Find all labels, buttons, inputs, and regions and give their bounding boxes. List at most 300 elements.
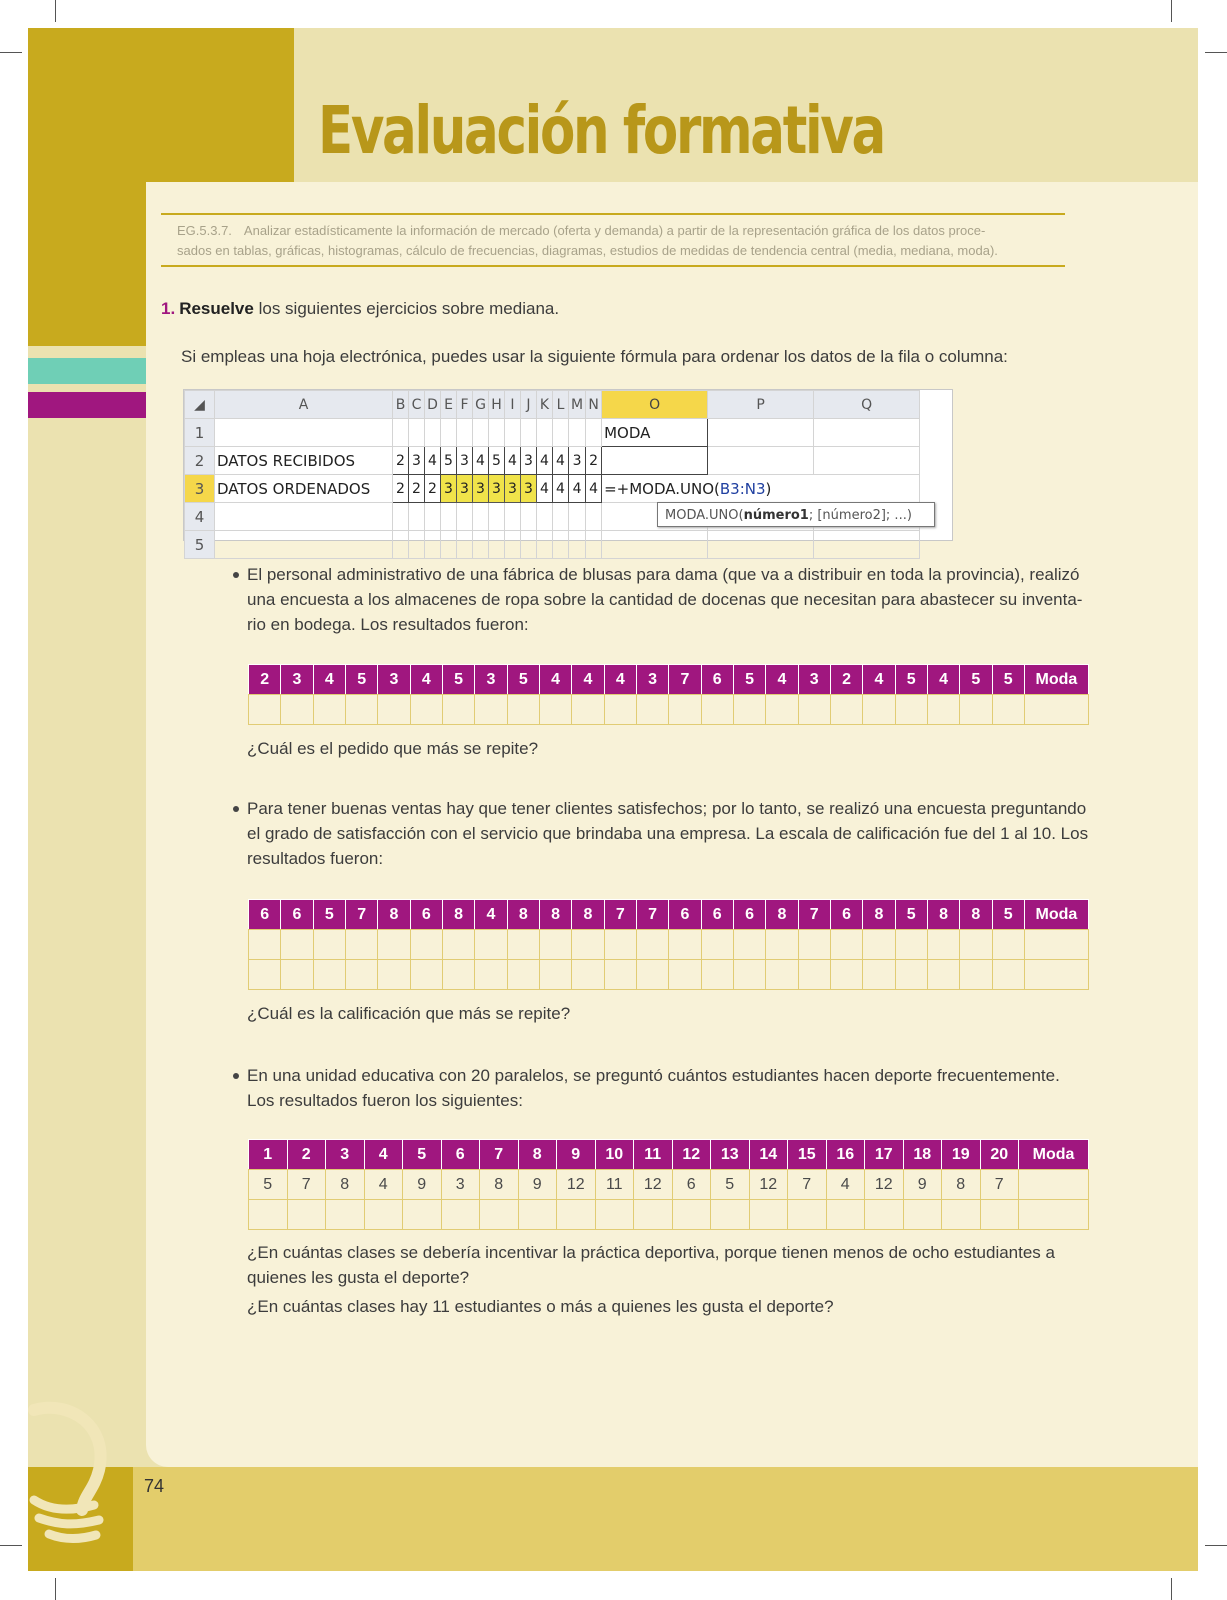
answer-cell bbox=[733, 695, 765, 725]
header-cell: 5 bbox=[992, 900, 1024, 930]
cell bbox=[537, 531, 553, 559]
bullet3-question2: ¿En cuántas clases hay 11 estudiantes o más a quienes les gusta el deporte? bbox=[247, 1297, 834, 1316]
header-cell: 6 bbox=[281, 900, 313, 930]
page-title: Evaluación formativa bbox=[318, 92, 884, 169]
spreadsheet-grid bbox=[184, 390, 920, 559]
answer-cell bbox=[863, 930, 895, 960]
header-cell: 20 bbox=[980, 1140, 1019, 1170]
header-cell: 6 bbox=[701, 900, 733, 930]
answer-cell bbox=[539, 930, 571, 960]
answer-cell bbox=[903, 1200, 942, 1230]
cell bbox=[586, 503, 602, 531]
cell bbox=[393, 419, 409, 447]
header-cell: 7 bbox=[798, 900, 830, 930]
moda-cell bbox=[1019, 1170, 1089, 1200]
column-header: M bbox=[569, 391, 586, 419]
data-cell: 5 bbox=[441, 447, 457, 475]
answer-cell bbox=[595, 1200, 634, 1230]
data-cell: 3 bbox=[441, 475, 457, 503]
answer-cell bbox=[701, 695, 733, 725]
header-cell: 6 bbox=[701, 665, 733, 695]
answer-cell bbox=[539, 960, 571, 990]
header-cell: 8 bbox=[927, 900, 959, 930]
data-cell: 4 bbox=[553, 475, 569, 503]
exercise-number: 1. bbox=[161, 299, 176, 318]
header-cell: 16 bbox=[826, 1140, 865, 1170]
answer-cell bbox=[410, 930, 442, 960]
cell bbox=[505, 419, 521, 447]
answer-cell bbox=[249, 1200, 288, 1230]
column-header: G bbox=[473, 391, 489, 419]
header-cell: 7 bbox=[669, 665, 701, 695]
header-cell: 7 bbox=[604, 900, 636, 930]
row-label: DATOS RECIBIDOS bbox=[215, 447, 393, 475]
exercise-rest: los siguientes ejercicios sobre mediana. bbox=[253, 299, 560, 318]
header-cell: 7 bbox=[636, 900, 668, 930]
bullet-dot bbox=[233, 806, 239, 812]
objective-code: EG.5.3.7. bbox=[177, 223, 232, 238]
header-cell: 3 bbox=[378, 665, 410, 695]
column-header: F bbox=[457, 391, 473, 419]
moda-header: Moda bbox=[1024, 900, 1088, 930]
orders-table bbox=[248, 664, 1089, 725]
answer-cell bbox=[345, 695, 377, 725]
answer-cell bbox=[927, 930, 959, 960]
cell bbox=[505, 503, 521, 531]
header-cell: 7 bbox=[345, 900, 377, 930]
header-cell: 5 bbox=[733, 665, 765, 695]
answer-cell bbox=[364, 1200, 403, 1230]
bullet-dot bbox=[233, 1073, 239, 1079]
answer-cell bbox=[992, 695, 1024, 725]
cell bbox=[814, 419, 920, 447]
answer-cell bbox=[927, 695, 959, 725]
data-cell: 3 bbox=[409, 447, 425, 475]
header-cell: 2 bbox=[830, 665, 862, 695]
answer-cell bbox=[798, 960, 830, 990]
cell bbox=[215, 503, 393, 531]
formula-cell bbox=[602, 475, 920, 503]
crop-mark bbox=[0, 52, 22, 53]
data-cell: 8 bbox=[326, 1170, 365, 1200]
cell bbox=[553, 419, 569, 447]
column-header: P bbox=[708, 391, 814, 419]
data-cell: 4 bbox=[425, 447, 441, 475]
tooltip-rest: ; [número2]; ...) bbox=[808, 508, 912, 523]
data-cell: 3 bbox=[457, 447, 473, 475]
answer-cell bbox=[518, 1200, 557, 1230]
data-cell: 4 bbox=[569, 475, 586, 503]
formula-prefix: =+MODA.UNO( bbox=[604, 479, 720, 498]
moda-header: Moda bbox=[1024, 665, 1088, 695]
answer-cell bbox=[480, 1200, 519, 1230]
answer-cell bbox=[830, 695, 862, 725]
answer-cell bbox=[442, 930, 474, 960]
exercise-hint: Si empleas una hoja electrónica, puedes usar la siguiente fórmula para ordenar los datos de la fila o columna: bbox=[181, 347, 1008, 366]
header-cell: 5 bbox=[313, 900, 345, 930]
objective-text-2: sados en tablas, gráficas, histogramas, cálculo de frecuencias, diagramas, estudios de medidas de tendencia central (media, mediana, moda). bbox=[177, 243, 998, 258]
row-header: 5 bbox=[185, 531, 215, 559]
data-cell: 4 bbox=[364, 1170, 403, 1200]
header-cell: 15 bbox=[788, 1140, 827, 1170]
header-cell: 6 bbox=[669, 900, 701, 930]
bullet2-text bbox=[247, 796, 1088, 871]
column-header: Q bbox=[814, 391, 920, 419]
row-header: 4 bbox=[185, 503, 215, 531]
answer-cell bbox=[345, 930, 377, 960]
row-header: 2 bbox=[185, 447, 215, 475]
answer-cell bbox=[992, 960, 1024, 990]
function-tooltip bbox=[657, 502, 935, 527]
header-cell: 4 bbox=[863, 665, 895, 695]
header-cell: 4 bbox=[539, 665, 571, 695]
header-cell: 5 bbox=[345, 665, 377, 695]
data-cell: 4 bbox=[586, 475, 602, 503]
cell bbox=[441, 503, 457, 531]
corner-cell: ◢ bbox=[185, 391, 215, 419]
cell bbox=[814, 447, 920, 475]
bullet1-text bbox=[247, 562, 1082, 637]
cell bbox=[569, 531, 586, 559]
bullet3-text bbox=[247, 1063, 1060, 1113]
answer-cell bbox=[604, 960, 636, 990]
header-cell: 19 bbox=[942, 1140, 981, 1170]
column-header: K bbox=[537, 391, 553, 419]
crop-mark bbox=[55, 1578, 56, 1600]
cell bbox=[215, 419, 393, 447]
cell bbox=[473, 503, 489, 531]
bullet1-question: ¿Cuál es el pedido que más se repite? bbox=[247, 739, 539, 758]
answer-cell bbox=[604, 695, 636, 725]
answer-cell bbox=[1024, 930, 1088, 960]
answer-cell bbox=[980, 1200, 1019, 1230]
header-cell: 8 bbox=[378, 900, 410, 930]
data-cell: 2 bbox=[393, 447, 409, 475]
objective-box bbox=[161, 213, 1065, 267]
answer-cell bbox=[557, 1200, 596, 1230]
header-cell: 9 bbox=[557, 1140, 596, 1170]
header-cell: 4 bbox=[364, 1140, 403, 1170]
cell bbox=[537, 419, 553, 447]
header-cell: 5 bbox=[507, 665, 539, 695]
answer-cell bbox=[345, 960, 377, 990]
header-row bbox=[249, 665, 1089, 695]
header-cell: 3 bbox=[798, 665, 830, 695]
column-header: O bbox=[602, 391, 708, 419]
cell bbox=[457, 419, 473, 447]
cell bbox=[521, 531, 537, 559]
header-cell: 6 bbox=[733, 900, 765, 930]
header-cell: 6 bbox=[830, 900, 862, 930]
header-cell: 4 bbox=[475, 900, 507, 930]
cell bbox=[553, 503, 569, 531]
answer-cell bbox=[281, 695, 313, 725]
header-cell: 6 bbox=[249, 900, 281, 930]
answer-cell bbox=[249, 695, 281, 725]
cell bbox=[425, 503, 441, 531]
formula-ref: B3:N3 bbox=[719, 479, 766, 498]
answer-cell bbox=[507, 960, 539, 990]
answer-cell bbox=[701, 960, 733, 990]
answer-cell bbox=[733, 960, 765, 990]
header-cell: 4 bbox=[313, 665, 345, 695]
cell bbox=[473, 531, 489, 559]
header-cell: 3 bbox=[281, 665, 313, 695]
data-cell: 7 bbox=[980, 1170, 1019, 1200]
cell bbox=[215, 531, 393, 559]
header-cell: 2 bbox=[249, 665, 281, 695]
data-cell: 5 bbox=[711, 1170, 750, 1200]
answer-cell bbox=[766, 695, 798, 725]
bullet3-question1b: quienes les gusta el deporte? bbox=[247, 1268, 470, 1287]
cell bbox=[521, 419, 537, 447]
answer-cell bbox=[766, 930, 798, 960]
cell bbox=[393, 531, 409, 559]
column-header: D bbox=[425, 391, 441, 419]
data-cell: 3 bbox=[505, 475, 521, 503]
answer-cell bbox=[475, 695, 507, 725]
bullet2-line2: el grado de satisfacción con el servicio que brindaba una empresa. La escala de calificación fue del 1 al 10. Los bbox=[247, 824, 1089, 843]
answer-cell bbox=[669, 930, 701, 960]
row-header: 1 bbox=[185, 419, 215, 447]
data-cell: 9 bbox=[403, 1170, 442, 1200]
moda-header: Moda bbox=[1019, 1140, 1089, 1170]
answer-cell bbox=[826, 1200, 865, 1230]
formula-suffix: ) bbox=[765, 479, 772, 498]
footer-strip bbox=[28, 1467, 1198, 1571]
answer-cell bbox=[960, 960, 992, 990]
column-header: N bbox=[586, 391, 602, 419]
cell bbox=[473, 419, 489, 447]
answer-cell bbox=[636, 960, 668, 990]
header-cell: 8 bbox=[539, 900, 571, 930]
answer-cell bbox=[788, 1200, 827, 1230]
answer-cell bbox=[572, 960, 604, 990]
header-cell: 11 bbox=[634, 1140, 673, 1170]
cell bbox=[409, 531, 425, 559]
header-cell: 8 bbox=[572, 900, 604, 930]
page-number: 74 bbox=[144, 1476, 165, 1496]
header-cell: 3 bbox=[636, 665, 668, 695]
header-cell: 8 bbox=[507, 900, 539, 930]
answer-cell bbox=[798, 930, 830, 960]
exercise-heading bbox=[161, 296, 559, 321]
cell bbox=[586, 419, 602, 447]
answer-cell bbox=[733, 930, 765, 960]
data-cell: 7 bbox=[788, 1170, 827, 1200]
answer-cell bbox=[378, 960, 410, 990]
cell bbox=[708, 531, 814, 559]
bullet3-questions bbox=[247, 1240, 1055, 1319]
moda-cell: MODA bbox=[602, 419, 708, 447]
header-cell: 3 bbox=[475, 665, 507, 695]
data-cell: 2 bbox=[586, 447, 602, 475]
row-header: 3 bbox=[185, 475, 215, 503]
cell bbox=[521, 503, 537, 531]
header-cell: 5 bbox=[442, 665, 474, 695]
lightbulb-icon bbox=[14, 1400, 134, 1550]
answer-cell bbox=[960, 695, 992, 725]
answer-cell bbox=[410, 960, 442, 990]
bullet2-line1: Para tener buenas ventas hay que tener clientes satisfechos; por lo tanto, se realizó una encuesta preguntando bbox=[247, 799, 1087, 818]
crop-mark bbox=[55, 0, 56, 22]
header-cell: 8 bbox=[766, 900, 798, 930]
data-cell: 8 bbox=[942, 1170, 981, 1200]
header-cell: 13 bbox=[711, 1140, 750, 1170]
answer-cell bbox=[313, 695, 345, 725]
answer-cell bbox=[711, 1200, 750, 1230]
data-row bbox=[249, 1170, 1089, 1200]
bullet3-line2: Los resultados fueron los siguientes: bbox=[247, 1091, 523, 1110]
header-cell: 17 bbox=[865, 1140, 904, 1170]
cell bbox=[708, 447, 814, 475]
ratings-table bbox=[248, 899, 1089, 990]
answer-cell bbox=[863, 960, 895, 990]
header-cell: 18 bbox=[903, 1140, 942, 1170]
answer-cell bbox=[539, 695, 571, 725]
cell bbox=[457, 531, 473, 559]
cell bbox=[602, 447, 708, 475]
column-header: C bbox=[409, 391, 425, 419]
data-cell: 8 bbox=[480, 1170, 519, 1200]
header-cell: 5 bbox=[895, 900, 927, 930]
answer-cell bbox=[863, 695, 895, 725]
answer-cell bbox=[604, 930, 636, 960]
answer-cell bbox=[669, 695, 701, 725]
bullet-dot bbox=[233, 572, 239, 578]
answer-cell bbox=[895, 960, 927, 990]
cell bbox=[708, 419, 814, 447]
data-cell: 11 bbox=[595, 1170, 634, 1200]
header-cell: 4 bbox=[927, 665, 959, 695]
answer-cell bbox=[249, 960, 281, 990]
answer-cell bbox=[634, 1200, 673, 1230]
sports-table bbox=[248, 1139, 1089, 1230]
cell bbox=[441, 531, 457, 559]
answer-cell bbox=[326, 1200, 365, 1230]
data-cell: 2 bbox=[393, 475, 409, 503]
answer-cell bbox=[669, 960, 701, 990]
column-header: L bbox=[553, 391, 569, 419]
cell bbox=[489, 419, 505, 447]
bullet1-line3: rio en bodega. Los resultados fueron: bbox=[247, 615, 529, 634]
answer-cell bbox=[701, 930, 733, 960]
header-cell: 3 bbox=[326, 1140, 365, 1170]
cell bbox=[489, 503, 505, 531]
cell bbox=[553, 531, 569, 559]
cell bbox=[602, 531, 708, 559]
answer-cell bbox=[313, 960, 345, 990]
header-row bbox=[249, 900, 1089, 930]
answer-cell bbox=[507, 695, 539, 725]
cell bbox=[814, 531, 920, 559]
answer-cell bbox=[442, 960, 474, 990]
column-header: H bbox=[489, 391, 505, 419]
bullet1-line2: una encuesta a los almacenes de ropa sobre la cantidad de docenas que necesitan para abastecer su inventa- bbox=[247, 590, 1083, 609]
data-cell: 12 bbox=[557, 1170, 596, 1200]
data-cell: 2 bbox=[409, 475, 425, 503]
answer-cell bbox=[249, 930, 281, 960]
cell bbox=[505, 531, 521, 559]
header-cell: 4 bbox=[604, 665, 636, 695]
header-cell: 8 bbox=[960, 900, 992, 930]
answer-row bbox=[249, 695, 1089, 725]
data-cell: 6 bbox=[672, 1170, 711, 1200]
answer-cell bbox=[865, 1200, 904, 1230]
data-cell: 12 bbox=[634, 1170, 673, 1200]
cell bbox=[457, 503, 473, 531]
cell bbox=[489, 531, 505, 559]
decor-magenta-bar bbox=[28, 392, 146, 418]
answer-cell bbox=[1024, 960, 1088, 990]
cell bbox=[409, 419, 425, 447]
data-cell: 5 bbox=[489, 447, 505, 475]
answer-cell bbox=[507, 930, 539, 960]
answer-cell bbox=[895, 695, 927, 725]
answer-cell bbox=[636, 695, 668, 725]
answer-cell bbox=[636, 930, 668, 960]
answer-cell bbox=[1019, 1200, 1089, 1230]
data-cell: 9 bbox=[903, 1170, 942, 1200]
cell bbox=[586, 531, 602, 559]
crop-mark bbox=[1171, 1578, 1172, 1600]
tooltip-function: MODA.UNO( bbox=[665, 508, 744, 523]
bullet3-line1: En una unidad educativa con 20 paralelos, se preguntó cuántos estudiantes hacen deporte frecuentemente. bbox=[247, 1066, 1060, 1085]
crop-mark bbox=[1171, 0, 1172, 22]
data-cell: 3 bbox=[457, 475, 473, 503]
header-cell: 5 bbox=[992, 665, 1024, 695]
answer-cell bbox=[410, 695, 442, 725]
header-cell: 5 bbox=[960, 665, 992, 695]
column-header: J bbox=[521, 391, 537, 419]
data-cell: 3 bbox=[489, 475, 505, 503]
cell bbox=[569, 419, 586, 447]
header-cell: 1 bbox=[249, 1140, 288, 1170]
header-cell: 6 bbox=[410, 900, 442, 930]
answer-cell bbox=[403, 1200, 442, 1230]
answer-cell bbox=[830, 930, 862, 960]
answer-row bbox=[249, 930, 1089, 960]
cell bbox=[409, 503, 425, 531]
header-cell: 10 bbox=[595, 1140, 634, 1170]
answer-cell bbox=[942, 1200, 981, 1230]
answer-cell bbox=[798, 695, 830, 725]
answer-cell bbox=[442, 695, 474, 725]
answer-cell bbox=[1024, 695, 1088, 725]
column-header: E bbox=[441, 391, 457, 419]
answer-cell bbox=[749, 1200, 788, 1230]
cell bbox=[393, 503, 409, 531]
answer-cell bbox=[475, 960, 507, 990]
answer-cell bbox=[287, 1200, 326, 1230]
answer-cell bbox=[378, 695, 410, 725]
answer-cell bbox=[281, 930, 313, 960]
answer-cell bbox=[475, 930, 507, 960]
cell bbox=[537, 503, 553, 531]
header-cell: 7 bbox=[480, 1140, 519, 1170]
data-cell: 3 bbox=[521, 475, 537, 503]
data-cell: 4 bbox=[505, 447, 521, 475]
data-cell: 5 bbox=[249, 1170, 288, 1200]
data-cell: 4 bbox=[537, 475, 553, 503]
data-cell: 2 bbox=[425, 475, 441, 503]
data-cell: 4 bbox=[473, 447, 489, 475]
bullet2-question: ¿Cuál es la calificación que más se repite? bbox=[247, 1004, 571, 1023]
header-cell: 14 bbox=[749, 1140, 788, 1170]
answer-cell bbox=[378, 930, 410, 960]
crop-mark bbox=[1205, 52, 1227, 53]
answer-cell bbox=[960, 930, 992, 960]
